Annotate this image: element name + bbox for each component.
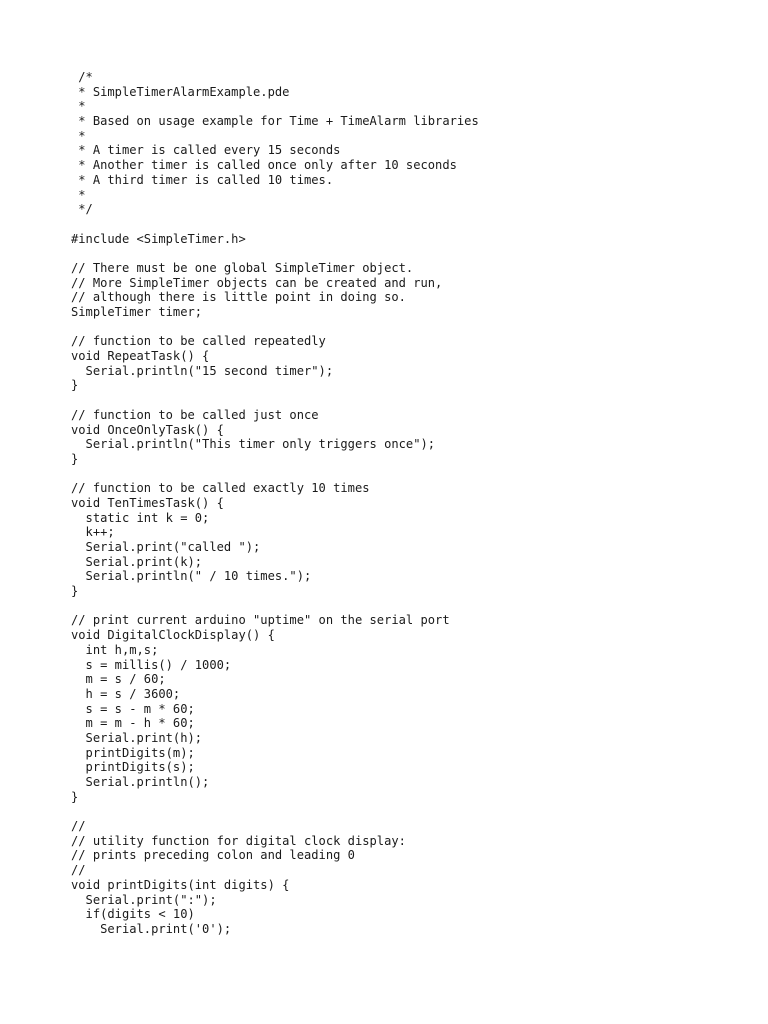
code-line: static int k = 0; xyxy=(71,510,210,525)
code-line: } xyxy=(71,378,79,393)
code-line: if(digits < 10) xyxy=(71,907,195,922)
code-line: int h,m,s; xyxy=(71,642,159,657)
code-line xyxy=(71,804,479,819)
code-line: m = m - h * 60; xyxy=(71,716,195,731)
code-line xyxy=(71,393,479,408)
code-line: * xyxy=(71,128,86,143)
code-line: s = millis() / 1000; xyxy=(71,657,232,672)
code-line: Serial.println("This timer only triggers once"); xyxy=(71,437,436,452)
code-line: s = s - m * 60; xyxy=(71,701,195,716)
code-line: // There must be one global SimpleTimer object. xyxy=(71,260,414,275)
code-line: // xyxy=(71,863,86,878)
code-line: void DigitalClockDisplay() { xyxy=(71,628,275,643)
code-line: * SimpleTimerAlarmExample.pde xyxy=(71,84,290,99)
code-line: Serial.print(k); xyxy=(71,554,203,569)
code-line: Serial.print(h); xyxy=(71,730,203,745)
code-line: // prints preceding colon and leading 0 xyxy=(71,848,355,863)
code-line: h = s / 3600; xyxy=(71,686,181,701)
code-line: // utility function for digital clock display: xyxy=(71,833,406,848)
code-line: */ xyxy=(71,202,93,217)
code-line: void TenTimesTask() { xyxy=(71,495,224,510)
code-line: } xyxy=(71,584,79,599)
code-line xyxy=(71,320,479,335)
code-line: // function to be called exactly 10 times xyxy=(71,481,370,496)
code-line: // More SimpleTimer objects can be created and run, xyxy=(71,275,443,290)
code-line xyxy=(71,599,479,614)
code-line: void RepeatTask() { xyxy=(71,349,210,364)
code-line: Serial.println(" / 10 times."); xyxy=(71,569,312,584)
code-line: } xyxy=(71,789,79,804)
code-line: m = s / 60; xyxy=(71,672,166,687)
code-line xyxy=(71,467,479,482)
code-line: * Another timer is called once only after 10 seconds xyxy=(71,158,457,173)
code-line: void printDigits(int digits) { xyxy=(71,877,290,892)
code-line: // print current arduino "uptime" on the serial port xyxy=(71,613,450,628)
code-line: Serial.println(); xyxy=(71,775,210,789)
code-line: Serial.print(":"); xyxy=(71,892,217,907)
code-line: // function to be called repeatedly xyxy=(71,334,326,349)
code-line: } xyxy=(71,451,79,466)
code-line: SimpleTimer timer; xyxy=(71,305,203,319)
code-line: * Based on usage example for Time + TimeAlarm libraries xyxy=(71,114,479,129)
code-line: printDigits(s); xyxy=(71,760,195,775)
code-listing xyxy=(71,70,479,937)
code-line: Serial.println("15 second timer"); xyxy=(71,363,334,378)
code-line: * A timer is called every 15 seconds xyxy=(71,143,341,158)
code-line: printDigits(m); xyxy=(71,745,195,760)
code-line: /* xyxy=(71,70,93,84)
code-line: // function to be called just once xyxy=(71,407,319,422)
code-line xyxy=(71,217,479,232)
code-line: #include <SimpleTimer.h> xyxy=(71,231,246,246)
code-line: void OnceOnlyTask() { xyxy=(71,422,224,437)
code-line: k++; xyxy=(71,525,115,540)
code-line: Serial.print('0'); xyxy=(71,921,232,936)
code-line: // although there is little point in doing so. xyxy=(71,290,406,305)
code-line: * xyxy=(71,187,86,202)
code-line xyxy=(71,246,479,261)
code-line: Serial.print("called "); xyxy=(71,540,261,554)
code-line: * xyxy=(71,99,86,114)
code-line: * A third timer is called 10 times. xyxy=(71,172,334,187)
code-line: // xyxy=(71,819,86,834)
